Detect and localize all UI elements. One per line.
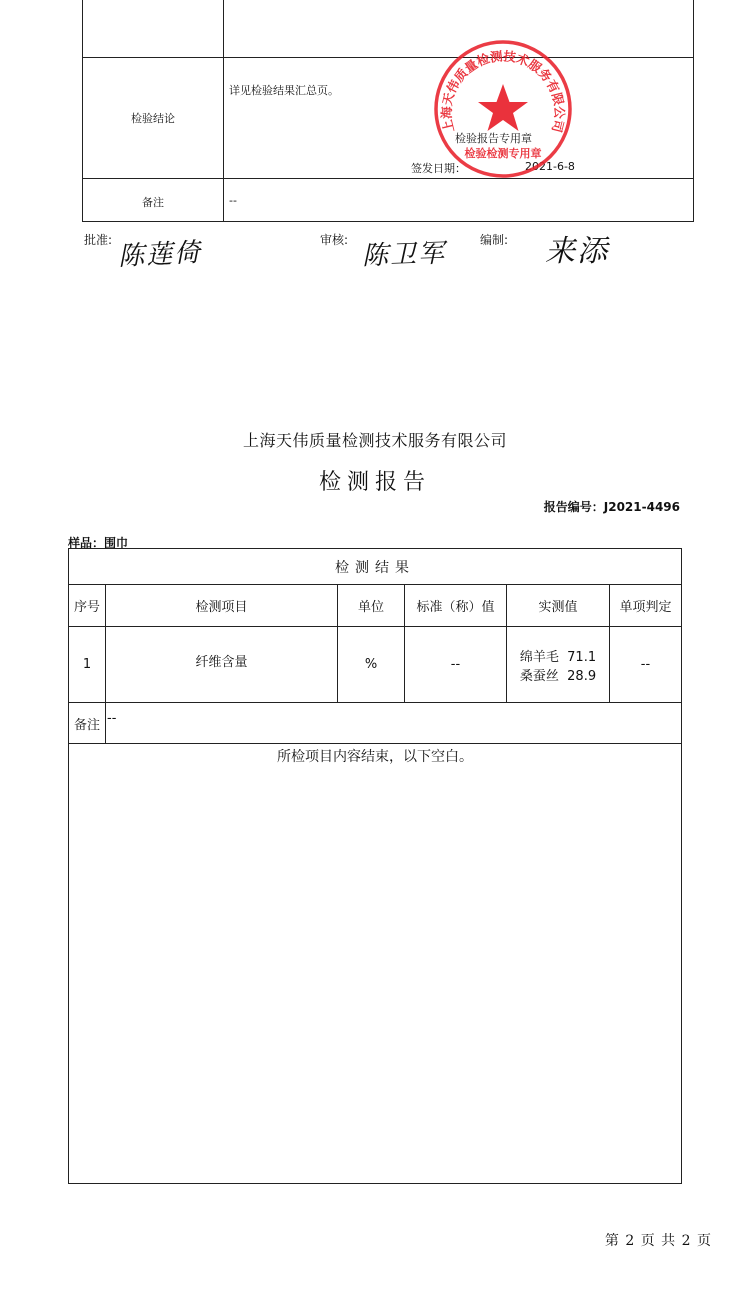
row-unit: % <box>364 657 378 672</box>
header-unit: 单位 <box>357 599 384 615</box>
row-divider <box>83 57 693 58</box>
conclusion-text: 详见检验结果汇总页。 <box>229 84 339 97</box>
header-no: 序号 <box>73 599 100 615</box>
remarks-label: 备注 <box>73 717 100 733</box>
column-divider <box>223 0 224 221</box>
issue-date: 2021-6-8 <box>525 160 575 173</box>
company-seal-stamp <box>432 38 574 180</box>
report-title: 检测报告 <box>318 470 431 495</box>
page-number: 第 2 页 共 2 页 <box>604 1233 712 1249</box>
header-judgement: 单项判定 <box>619 599 672 615</box>
svg-text:检验检测专用章: 检验检测专用章 <box>464 147 542 160</box>
report-number: 报告编号：J2021-4496 <box>543 500 680 514</box>
review-signature: 陈卫军 <box>361 238 447 272</box>
column-divider <box>105 702 106 743</box>
row-divider <box>69 702 681 703</box>
compile-signature: 来添 <box>545 234 609 269</box>
approve-label: 批准: <box>84 233 113 247</box>
remarks-value: -- <box>107 710 117 726</box>
issue-date-label: 签发日期： <box>411 162 466 175</box>
row-standard: -- <box>450 657 461 672</box>
remarks-value: -- <box>229 194 237 207</box>
row-no: 1 <box>82 657 92 672</box>
compile-label: 编制: <box>480 233 509 247</box>
review-label: 审核: <box>320 233 349 247</box>
previous-page-table <box>82 0 694 222</box>
row-divider <box>83 178 693 179</box>
measured-line-2: 桑蚕丝 28.9 <box>519 668 597 684</box>
company-name: 上海天伟质量检测技术服务有限公司 <box>242 431 507 450</box>
svg-text:上海天伟质量检测技术服务有限公司: 上海天伟质量检测技术服务有限公司 <box>438 48 568 134</box>
header-item: 检测项目 <box>195 599 248 615</box>
stamp-note: 检验报告专用章 <box>455 132 532 145</box>
section-title: 检测结果 <box>335 559 415 576</box>
header-standard: 标准（称）值 <box>416 599 495 615</box>
row-measured <box>507 627 609 702</box>
conclusion-label: 检验结论 <box>131 112 175 125</box>
header-measured: 实测值 <box>538 599 578 615</box>
remarks-label: 备注 <box>142 196 164 209</box>
row-divider <box>69 743 681 744</box>
end-note: 所检项目内容结束，以下空白。 <box>277 749 473 765</box>
approve-signature: 陈莲倚 <box>117 237 203 273</box>
sample-name: 样品：围巾 <box>68 536 129 550</box>
seal-star-icon <box>478 84 528 131</box>
row-item: 纤维含量 <box>195 655 248 670</box>
results-table <box>68 548 682 1184</box>
row-judgement: -- <box>640 657 651 672</box>
measured-line-1: 绵羊毛 71.1 <box>519 649 597 665</box>
